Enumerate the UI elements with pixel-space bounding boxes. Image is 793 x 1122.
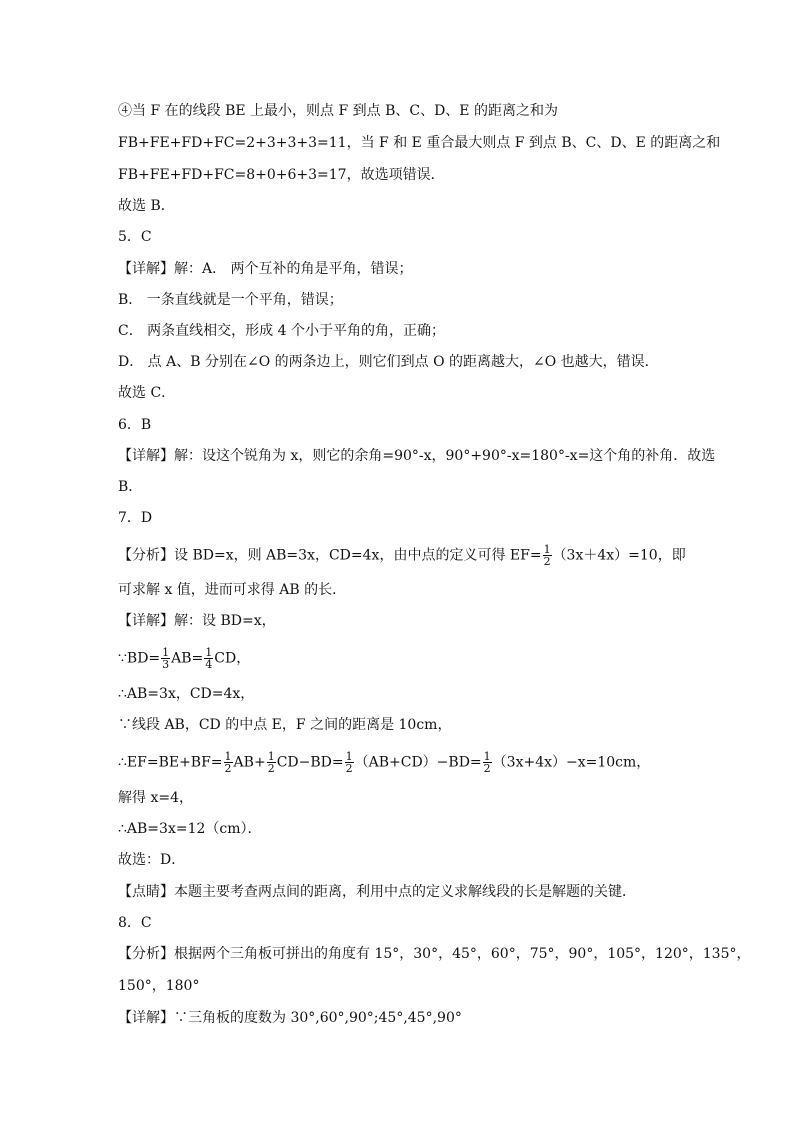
text-line: C． 两条直线相交，形成 4 个小于平角的角，正确； [118,323,445,339]
text-segment: AB+ [233,754,266,771]
fraction-numerator: 1 [224,750,232,763]
fraction-numerator: 1 [345,750,353,763]
text-line: ∴AB=3x，CD=4x， [118,686,255,702]
fraction [483,751,492,774]
text-line: FB+FE+FD+FC=2+3+3+3=11，当 F 和 E 重合最大则点 F 到点 B、C、D、E 的距离之和 [118,135,721,151]
text-line: D． 点 A、B 分别在∠O 的两条边上，则它们到点 O 的距离越大，∠O 也越大，错误． [118,354,659,370]
text-segment: ∵BD= [118,650,161,667]
text-line: 故选 C． [118,385,176,401]
text-segment: CD， [214,650,251,667]
fraction-numerator: 1 [205,646,213,659]
equation-line [118,647,250,670]
text-line: 【点睛】本题主要考查两点间的距离，利用中点的定义求解线段的长是解题的关键． [118,884,636,900]
text-line: ∴AB=3x=12（cm）． [118,821,262,837]
text-line: 可求解 x 值，进而可求得 AB 的长． [118,582,347,598]
text-segment: ∴EF=BE+BF= [118,754,223,771]
fraction-denominator: 4 [205,658,213,671]
text-line: 故选 B． [118,198,175,214]
fraction-denominator: 2 [345,762,353,775]
fraction-numerator: 1 [483,750,491,763]
question-number: 7．D [118,510,153,526]
text-segment: 【分析】设 BD=x，则 AB=3x，CD=4x，由中点的定义可得 EF= [118,547,542,564]
text-segment: （3x＋4x）=10，即 [552,547,686,564]
fraction-denominator: 2 [543,555,551,568]
text-line: 【详解】解：设这个锐角为 x，则它的余角=90°-x，90°+90°-x=180°-x=这个角的补角．故选 [118,448,716,464]
fraction-denominator: 2 [483,762,491,775]
text-line: 150°，180° [118,978,200,994]
text-line: 【详解】∵三角板的度数为 30°,60°,90°;45°,45°,90° [118,1010,462,1026]
fraction [204,647,213,670]
fraction-numerator: 1 [267,750,275,763]
text-line: 解得 x=4， [118,790,193,806]
text-segment: （3x+4x）−x=10cm， [492,754,651,771]
text-line: 故选：D． [118,852,186,868]
fraction [161,647,170,670]
fraction [267,751,276,774]
fraction-denominator: 2 [224,762,232,775]
text-line: ④当 F 在的线段 BE 上最小，则点 F 到点 B、C、D、E 的距离之和为 [118,103,558,119]
question-number: 5．C [118,229,152,245]
text-line: B． [118,479,143,495]
text-line: B． 一条直线就是一个平角，错误； [118,292,343,308]
fraction [224,751,233,774]
question-number: 8．C [118,915,152,931]
text-segment: （AB+CD）−BD= [354,754,482,771]
text-line: 【分析】根据两个三角板可拼出的角度有 15°，30°，45°，60°，75°，90°，105°，120°，135°， [118,946,751,962]
text-line: FB+FE+FD+FC=8+0+6+3=17，故选项错误． [118,167,445,183]
equation-line [118,751,650,774]
fraction-numerator: 1 [543,543,551,556]
text-segment: CD−BD= [276,754,344,771]
fraction-numerator: 1 [162,646,170,659]
text-segment: AB= [171,650,204,667]
fraction [543,544,552,567]
question-number: 6．B [118,417,152,433]
fraction [345,751,354,774]
text-line: 【详解】解：设 BD=x， [118,613,276,629]
analysis-line [118,544,686,567]
text-line: 【详解】解：A． 两个互补的角是平角，错误； [118,261,413,277]
fraction-denominator: 2 [267,762,275,775]
text-line: ∵线段 AB，CD 的中点 E，F 之间的距离是 10cm， [118,717,452,733]
fraction-denominator: 3 [162,658,170,671]
